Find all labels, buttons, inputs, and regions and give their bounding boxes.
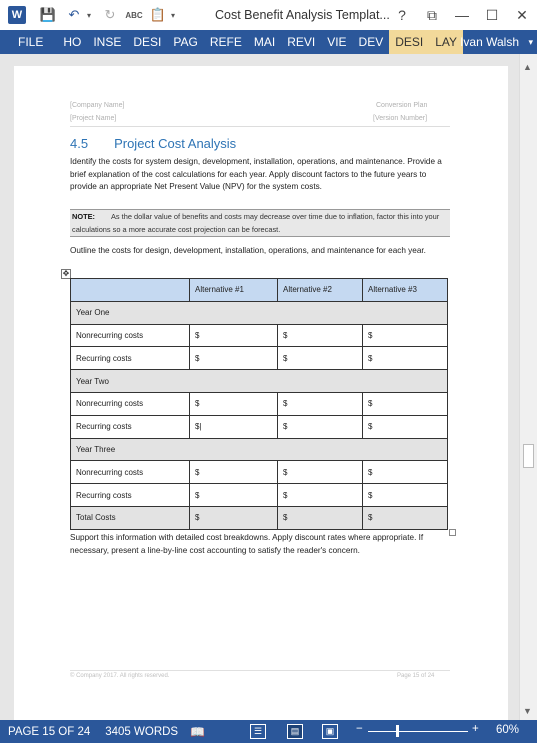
table-row	[71, 347, 448, 370]
help-button[interactable]: ?	[398, 7, 406, 23]
ribbon-display-options-button[interactable]: ⧉	[427, 6, 437, 23]
table-row	[71, 461, 448, 484]
table-cell[interactable]: $	[278, 415, 363, 438]
table-cell[interactable]: $	[363, 461, 448, 484]
document-area[interactable]	[0, 54, 519, 720]
header-divider	[70, 126, 450, 127]
table-cell-active[interactable]: $|	[190, 415, 278, 438]
table-cell[interactable]: $	[363, 347, 448, 370]
tab-file[interactable]: FILE	[0, 30, 57, 54]
scroll-down-icon[interactable]: ▼	[523, 706, 532, 716]
header-version: [Version Number]	[373, 115, 428, 122]
note-box	[70, 209, 450, 237]
tab-page-layout[interactable]: PAG	[173, 35, 198, 49]
table-cell[interactable]: $	[190, 324, 278, 347]
web-layout-icon[interactable]: ▣	[322, 724, 338, 739]
table-row	[71, 438, 448, 461]
table-resize-handle-icon[interactable]	[449, 529, 456, 536]
word-count[interactable]: 3405 WORDS	[105, 725, 179, 738]
footer-divider	[70, 670, 450, 671]
after-table-paragraph: Support this information with detailed cost breakdowns. Apply discount rates where appropriate. If necessary, present a line-by-line cost accounting to satisfy the reader's concern.	[70, 533, 424, 555]
table-row	[71, 415, 448, 438]
section-heading	[70, 136, 236, 151]
row-label[interactable]: Recurring costs	[71, 347, 190, 370]
outline-paragraph: Outline the costs for design, development, installation, operations, and maintenance for each year.	[70, 246, 426, 255]
tab-table-design[interactable]: DESI	[389, 30, 429, 54]
intro-paragraph: Identify the costs for system design, development, installation, operations, and maintenance. Provide a brief explanation of the cost calculations for each year. Apply discount factors to the future years to provide an appropriate Net Present Value (NPV) for the system costs.	[70, 157, 442, 191]
window-controls	[387, 0, 537, 30]
zoom-in-button[interactable]: +	[472, 723, 479, 735]
table-cell[interactable]: $	[278, 347, 363, 370]
row-label[interactable]: Total Costs	[71, 506, 190, 529]
header-plan: Conversion Plan	[376, 102, 428, 109]
read-mode-icon[interactable]: ☰	[250, 724, 266, 739]
tab-references[interactable]: REFE	[209, 35, 242, 49]
table-cell[interactable]: $	[190, 506, 278, 529]
table-row	[71, 324, 448, 347]
scroll-thumb[interactable]	[523, 444, 534, 468]
table-row	[71, 392, 448, 415]
table-cell[interactable]: $	[363, 415, 448, 438]
customize-toolbar-icon[interactable]: ▾	[170, 10, 175, 20]
table-header-cell[interactable]	[71, 279, 190, 302]
footer-page: Page 15 of 24	[397, 673, 435, 679]
tab-mailings[interactable]: MAI	[253, 35, 276, 49]
header-project: [Project Name]	[70, 115, 117, 122]
table-cell[interactable]: $	[363, 392, 448, 415]
table-cell[interactable]: $	[278, 484, 363, 507]
year-label[interactable]: Year Three	[71, 438, 448, 461]
table-move-handle-icon[interactable]: ✥	[62, 269, 70, 278]
tab-view[interactable]: VIE	[327, 35, 347, 49]
tab-home[interactable]: HO	[63, 35, 82, 49]
proofing-icon[interactable]: 📖	[190, 724, 206, 739]
spelling-icon[interactable]: ABC	[125, 10, 143, 20]
section-number: 4.5	[70, 136, 89, 151]
row-label[interactable]: Nonrecurring costs	[71, 324, 190, 347]
undo-dropdown-icon[interactable]: ▾	[86, 10, 91, 20]
table-row	[71, 484, 448, 507]
table-cell[interactable]: $	[190, 347, 278, 370]
table-cell[interactable]: $	[190, 461, 278, 484]
ribbon-tabs	[0, 30, 537, 54]
table-cell[interactable]: $	[190, 484, 278, 507]
table-cell[interactable]: $	[363, 506, 448, 529]
table-header-cell[interactable]: Alternative #3	[363, 279, 448, 302]
tab-review[interactable]: REVI	[287, 35, 316, 49]
zoom-level[interactable]: 60%	[496, 724, 520, 736]
scroll-up-icon[interactable]: ▲	[523, 62, 532, 72]
maximize-button[interactable]: ☐	[485, 6, 499, 23]
table-row	[71, 301, 448, 324]
table-cell[interactable]: $	[190, 392, 278, 415]
header-company: [Company Name]	[70, 102, 125, 109]
zoom-slider-thumb[interactable]	[396, 725, 399, 737]
table-header-cell[interactable]: Alternative #2	[278, 279, 363, 302]
zoom-out-button[interactable]: −	[356, 723, 363, 735]
word-icon[interactable]: W	[8, 6, 26, 24]
vertical-scrollbar[interactable]	[519, 54, 537, 720]
year-label[interactable]: Year One	[71, 301, 448, 324]
table-cell[interactable]: $	[278, 324, 363, 347]
table-cell[interactable]: $	[278, 392, 363, 415]
footer-copyright: © Company 2017. All rights reserved.	[70, 673, 170, 679]
table-header-row	[71, 279, 448, 302]
user-name[interactable]: Ivan Walsh	[460, 35, 519, 49]
title-bar	[0, 0, 537, 30]
tab-developer[interactable]: DEV	[358, 35, 384, 49]
document-page[interactable]	[14, 66, 508, 720]
table-row-total	[71, 506, 448, 529]
chevron-down-icon[interactable]: ▾	[528, 37, 533, 47]
note-text: As the dollar value of benefits and costs may decrease over time due to inflation, factor this into your calculations so a more accurate cost projection can be forecast.	[72, 212, 440, 234]
section-title: Project Cost Analysis	[114, 136, 237, 151]
cost-table	[70, 278, 448, 530]
row-label[interactable]: Nonrecurring costs	[71, 392, 190, 415]
table-cell[interactable]: $	[363, 324, 448, 347]
tab-design[interactable]: DESI	[133, 35, 162, 49]
year-label[interactable]: Year Two	[71, 370, 448, 393]
paste-icon[interactable]: 📋	[149, 7, 167, 22]
table-row	[71, 370, 448, 393]
note-label: NOTE:	[72, 212, 95, 221]
tab-insert[interactable]: INSE	[93, 35, 122, 49]
row-label[interactable]: Recurring costs	[71, 484, 190, 507]
table-cell[interactable]: $	[363, 484, 448, 507]
print-layout-icon[interactable]: ▤	[287, 724, 303, 739]
table-cell[interactable]: $	[278, 461, 363, 484]
redo-icon[interactable]: ↻	[104, 7, 116, 22]
window-title: Cost Benefit Analysis Templat...	[215, 8, 390, 22]
close-button[interactable]: ✕	[516, 6, 528, 23]
zoom-slider[interactable]	[368, 731, 468, 732]
save-icon[interactable]: 💾	[39, 7, 57, 22]
status-bar	[0, 720, 537, 743]
minimize-button[interactable]: —	[455, 7, 469, 23]
row-label[interactable]: Nonrecurring costs	[71, 461, 190, 484]
table-header-cell[interactable]: Alternative #1	[190, 279, 278, 302]
table-cell[interactable]: $	[278, 506, 363, 529]
tab-table-layout[interactable]: LAY	[429, 30, 463, 54]
undo-icon[interactable]: ↶	[68, 7, 80, 22]
row-label[interactable]: Recurring costs	[71, 415, 190, 438]
page-count[interactable]: PAGE 15 OF 24	[8, 725, 91, 738]
